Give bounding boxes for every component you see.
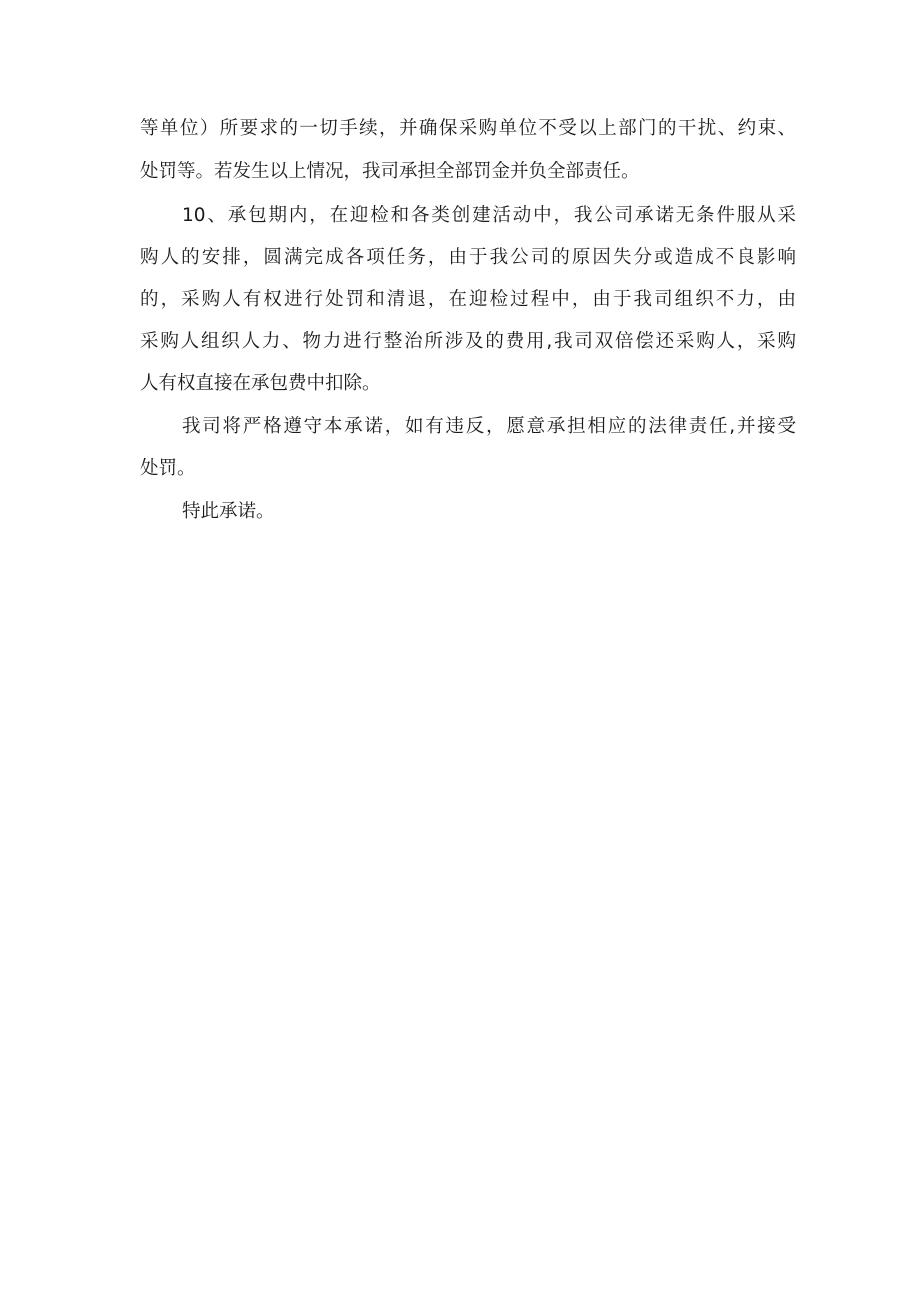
text-line: 购人的安排，圆满完成各项任务，由于我公司的原因失分或造成不良影响 bbox=[140, 247, 796, 268]
text-line: 人有权直接在承包费中扣除。 bbox=[140, 373, 381, 394]
text-line: 处罚。 bbox=[140, 458, 196, 479]
text-line: 特此承诺。 bbox=[182, 501, 275, 522]
text-line: 10、承包期内，在迎检和各类创建活动中，我公司承诺无条件服从采 bbox=[182, 205, 796, 226]
text-line: 等单位）所要求的一切手续，并确保采购单位不受以上部门的干扰、约束、 bbox=[140, 118, 796, 139]
text-line: 我司将严格遵守本承诺，如有违反，愿意承担相应的法律责任,并接受 bbox=[182, 416, 796, 437]
text-line: 处罚等。若发生以上情况，我司承担全部罚金并负全部责任。 bbox=[140, 161, 640, 182]
text-line: 采购人组织人力、物力进行整治所涉及的费用,我司双倍偿还采购人，采购 bbox=[140, 331, 796, 352]
text-line: 的，采购人有权进行处罚和清退，在迎检过程中，由于我司组织不力，由 bbox=[140, 289, 796, 310]
